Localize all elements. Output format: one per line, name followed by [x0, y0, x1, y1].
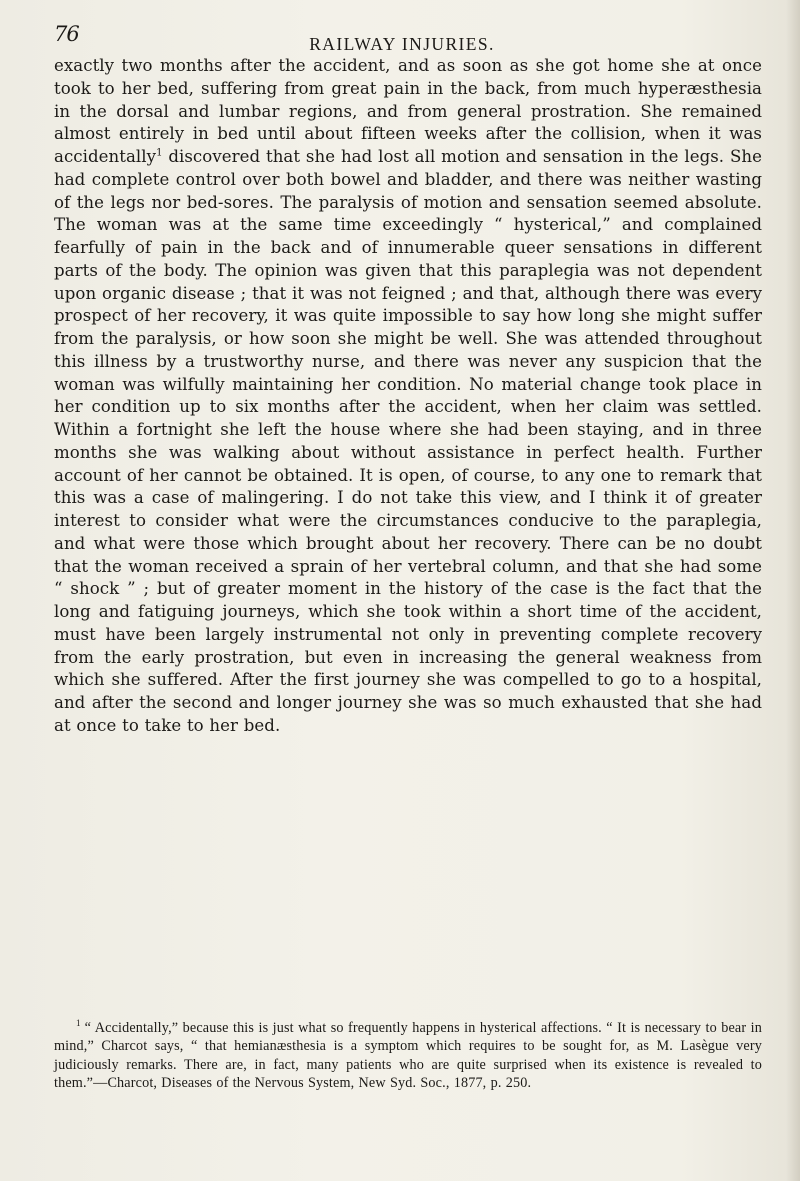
page-edge-shadow — [786, 0, 800, 1181]
footnote-text: “ Accidentally,” because this is just what so frequently happens in hysterical affections. “ It is necessary to bear in mind,” Charcot says, “ that hemianæsthesia is a symptom which requires to be sought for, as M. Lasègue very judiciously remarks. There are, in fact, many patients who are quite surprised when its existence is revealed to them.”—Charcot, Diseases of the Nervous System, New Syd. Soc., 1877, p. 250. — [54, 1020, 762, 1092]
body-text-part-1: exactly two months after the accident, and as soon as she got home she at once took to her bed, suffering from great pain in the back, from much hyperæsthesia in the dorsal and lumbar regions, and from general prostration. She remained almost entirely in bed until about fifteen weeks after the collision, when it was accidentally — [54, 56, 762, 166]
body-paragraph — [54, 55, 762, 738]
footnote — [54, 1019, 762, 1093]
body-text-part-2: discovered that she had lost all motion and sensation in the legs. She had complete control over both bowel and bladder, and there was neither wasting of the legs nor bed-sores. The paralysis of motion and sensation seemed absolute. The woman was at the same time exceedingly “ hysterical,” and complained fearfully of pain in the back and of innumerable queer sensations in different parts of the body. The opinion was given that this paraplegia was not dependent upon organic disease ; that it was not feigned ; and that, although there was every prospect of her recovery, it was quite impossible to say how long she might suffer from the paralysis, or how soon she might be well. She was attended throughout this illness by a trustworthy nurse, and there was never any suspicion that the woman was wilfully maintaining her condition. No material change took place in her condition up to six months after the accident, when her claim was settled. Within a fortnight she left the house where she had been staying, and in three months she was walking about without assistance in perfect health. Further account of her cannot be obtained. It is open, of course, to any one to remark that this was a case of malingering. I do not take this view, and I think it of greater interest to consider what were the circumstances conducive to the paraplegia, and what were those which brought about her recovery. There can be no doubt that the woman received a sprain of her vertebral column, and that she had some “ shock ” ; but of greater moment in the history of the case is the fact that the long and fatiguing journeys, which she took within a short time of the accident, must have been largely instrumental not only in preventing complete recovery from the early prostration, but even in increasing the general weakness from which she suffered. After the first journey she was compelled to go to a hospital, and after the second and longer journey she was so much exhausted that she had at once to take to her bed. — [54, 147, 762, 735]
footnote-mark: 1 — [76, 1018, 81, 1029]
page-number: 76 — [54, 22, 79, 46]
footnote-reference: 1 — [156, 147, 163, 159]
running-head: RAILWAY INJURIES. — [309, 34, 495, 54]
